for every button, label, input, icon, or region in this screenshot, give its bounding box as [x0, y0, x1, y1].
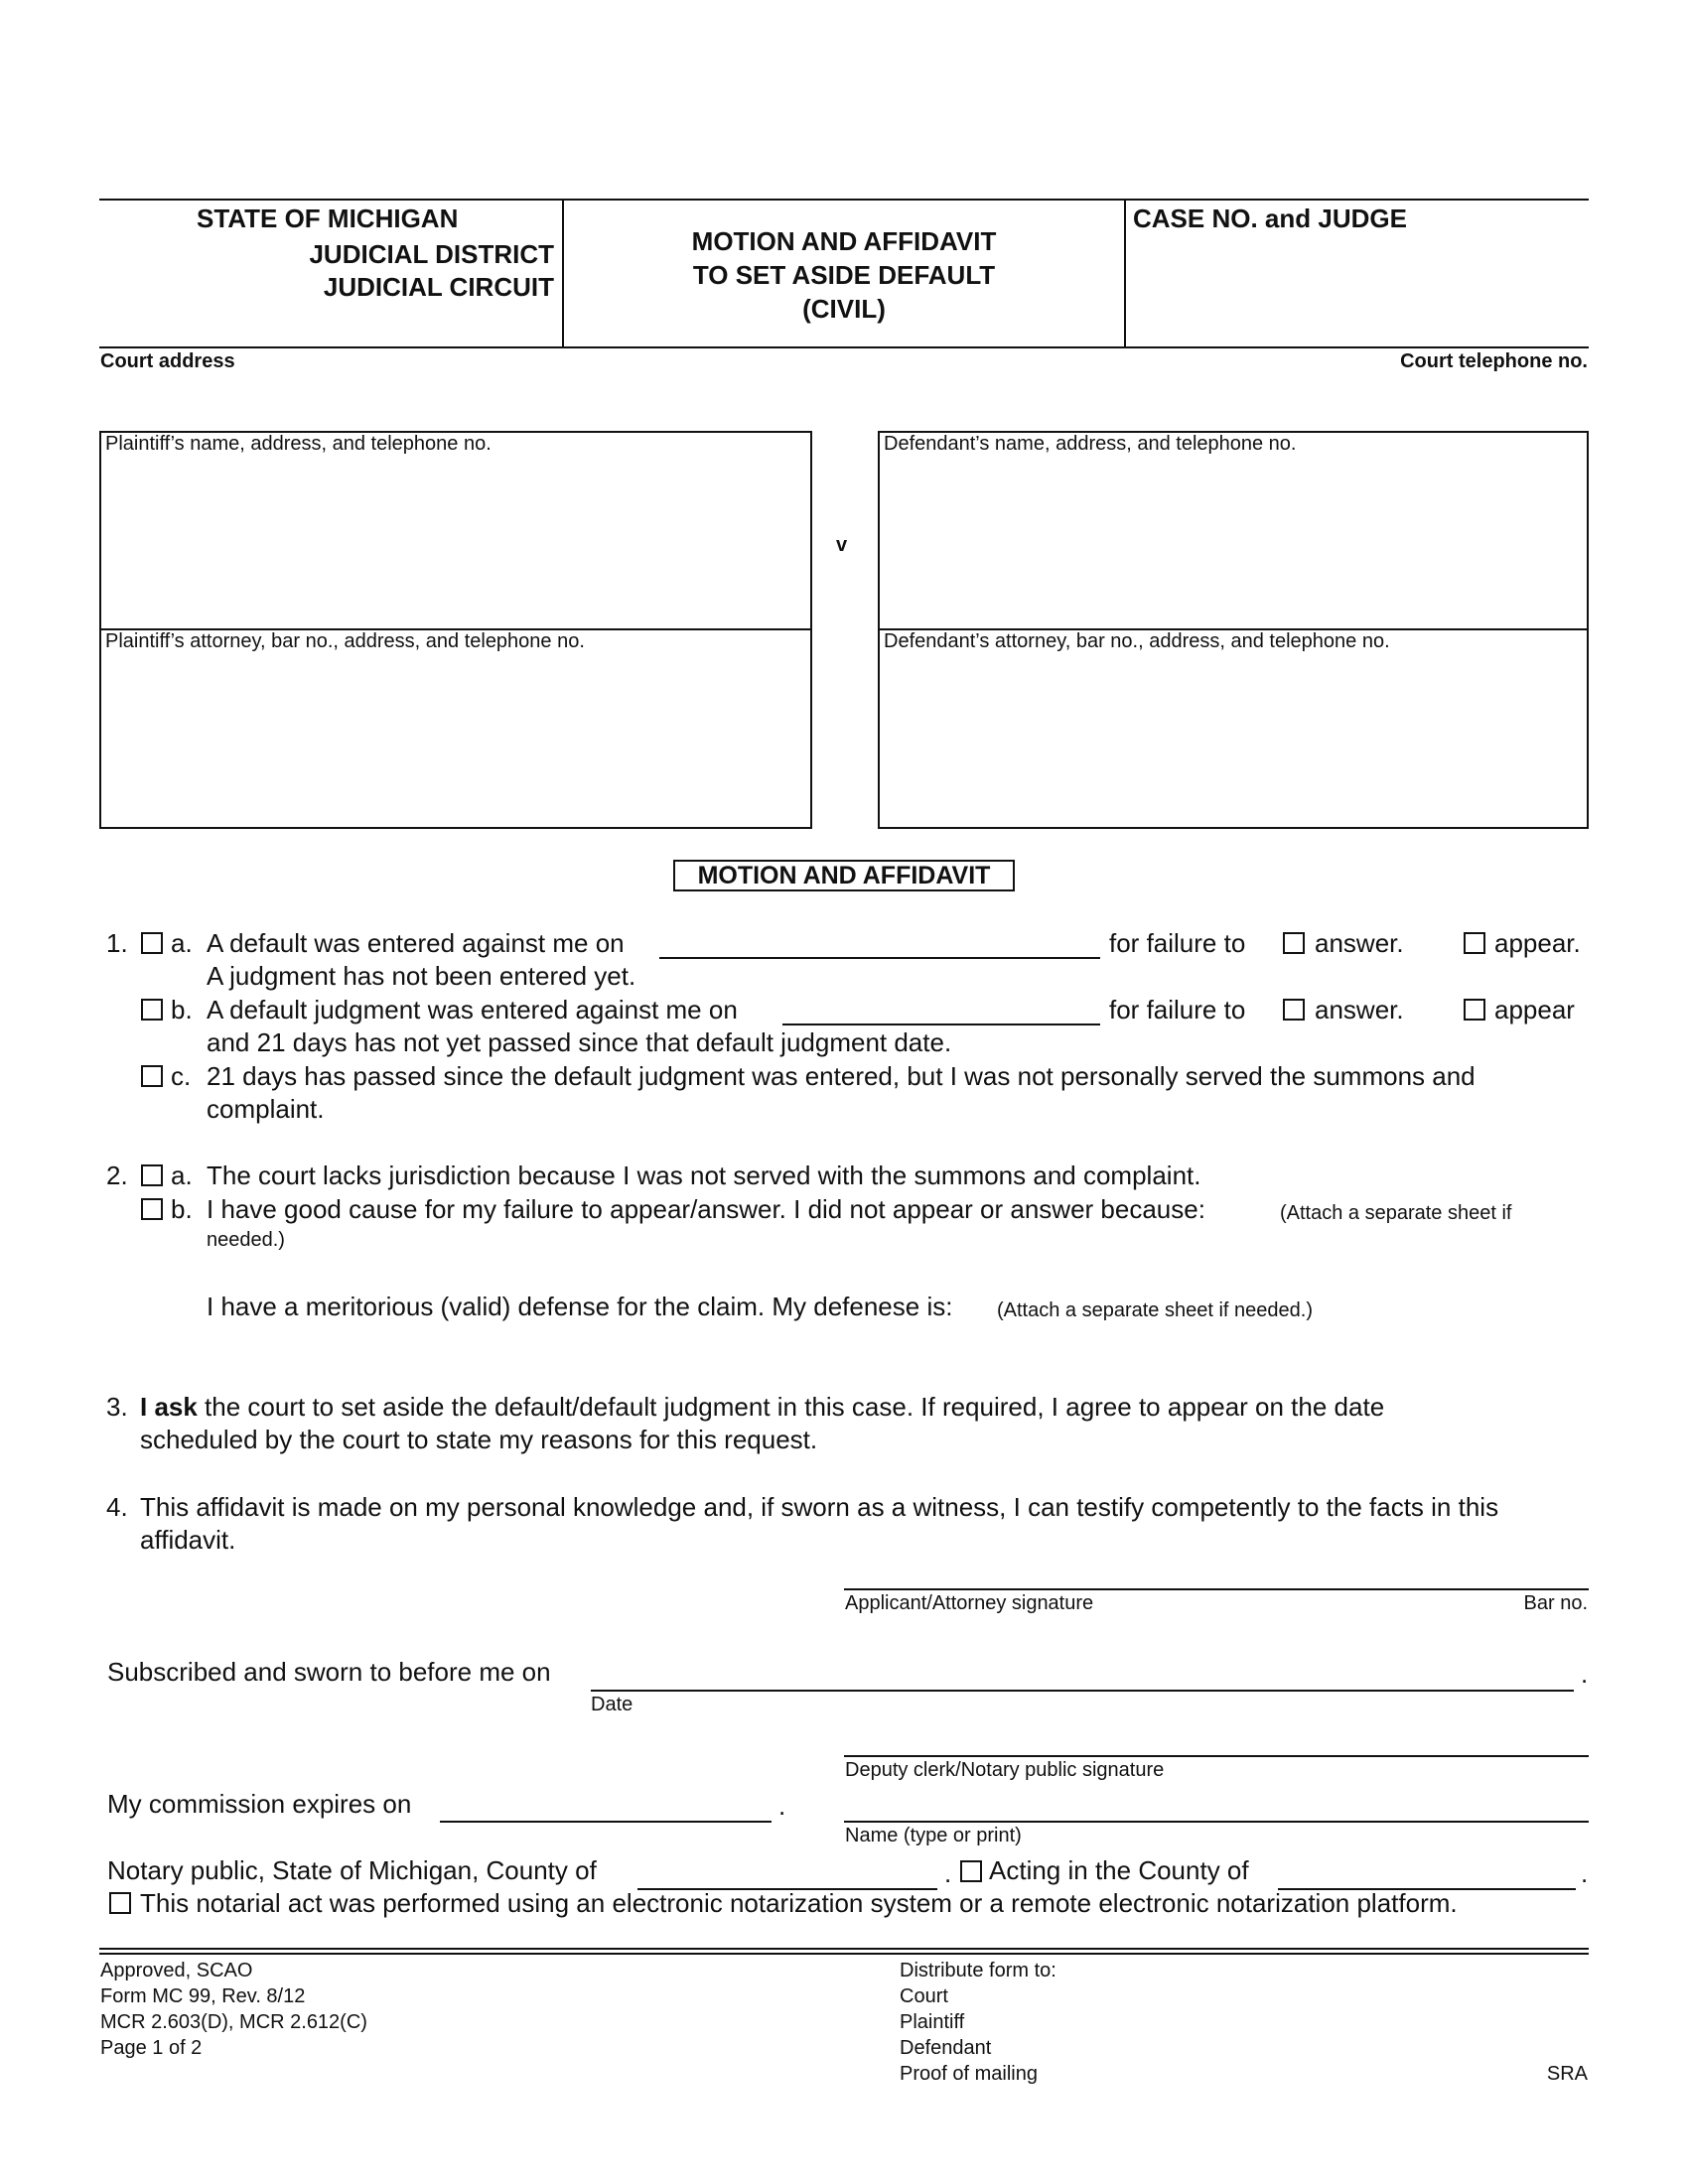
acting-county-text: Acting in the County of — [989, 1855, 1249, 1885]
plaintiff-label: Plaintiff’s name, address, and telephone no. — [105, 433, 492, 455]
acting-county-checkbox[interactable] — [960, 1860, 982, 1882]
court-phone-label: Court telephone no. — [1400, 350, 1588, 372]
item2a-letter: a. — [171, 1160, 193, 1190]
defendant-box[interactable] — [878, 431, 1589, 630]
name-print-field[interactable] — [844, 1821, 1589, 1823]
defense-area[interactable] — [207, 1326, 1587, 1390]
defendant-attorney-box[interactable] — [878, 628, 1589, 829]
footer-distribution — [900, 1958, 1056, 2087]
item1b-appear-checkbox[interactable] — [1464, 999, 1485, 1021]
footer-form-no: Form MC 99, Rev. 8/12 — [100, 1985, 306, 2007]
footer-plaintiff: Plaintiff — [900, 2011, 965, 2033]
judicial-circuit-label: JUDICIAL CIRCUIT — [323, 272, 554, 302]
plaintiff-attorney-box[interactable] — [99, 628, 812, 829]
commission-text: My commission expires on — [107, 1789, 412, 1819]
acting-county-period: . — [1581, 1858, 1589, 1888]
item1b-letter: b. — [171, 995, 193, 1024]
item2a-checkbox[interactable] — [141, 1164, 163, 1186]
item1c-checkbox[interactable] — [141, 1065, 163, 1087]
defendant-attorney-label: Defendant’s attorney, bar no., address, and telephone no. — [884, 630, 1390, 652]
item1b-line2: and 21 days has not yet passed since that default judgment date. — [207, 1027, 952, 1057]
footer-page: Page 1 of 2 — [100, 2037, 203, 2059]
item1-number: 1. — [106, 928, 128, 958]
item1a-for-failure: for failure to — [1109, 928, 1246, 958]
item4-number: 4. — [106, 1492, 128, 1522]
item2b-note: (Attach a separate sheet if — [1280, 1202, 1512, 1224]
item1c-text: 21 days has passed since the default judgment was entered, but I was not personally served the summons and — [207, 1061, 1476, 1091]
header-divider-right — [1124, 199, 1126, 347]
court-address-label: Court address — [100, 350, 235, 372]
item1b-checkbox[interactable] — [141, 999, 163, 1021]
footer-distribute: Distribute form to: — [900, 1960, 1056, 1981]
electronic-notarization-checkbox[interactable] — [109, 1892, 131, 1914]
case-no-label: CASE NO. and JUDGE — [1133, 204, 1407, 233]
footer-defendant: Defendant — [900, 2037, 992, 2059]
item1b-for-failure: for failure to — [1109, 995, 1246, 1024]
item2a-text: The court lacks jurisdiction because I was not served with the summons and complaint. — [207, 1160, 1201, 1190]
item1a-date-field[interactable] — [659, 957, 1100, 959]
judicial-district-label: JUDICIAL DISTRICT — [309, 239, 554, 269]
applicant-signature-field[interactable] — [844, 1588, 1589, 1590]
form-title-line-1: MOTION AND AFFIDAVIT — [691, 226, 997, 256]
section-title: MOTION AND AFFIDAVIT — [697, 862, 991, 889]
deputy-signature-field[interactable] — [844, 1755, 1589, 1757]
header-top-rule — [99, 199, 1589, 201]
item1a-answer-label: answer. — [1315, 928, 1404, 958]
item3-line1 — [140, 1391, 1384, 1423]
sworn-text: Subscribed and sworn to before me on — [107, 1657, 551, 1687]
footer-court: Court — [900, 1985, 948, 2007]
deputy-signature-label: Deputy clerk/Notary public signature — [845, 1759, 1165, 1781]
defense-note: (Attach a separate sheet if needed.) — [997, 1299, 1313, 1321]
item2b-reason-area[interactable] — [207, 1253, 1587, 1295]
electronic-notarization-text: This notarial act was performed using an electronic notarization system or a remote electronic notarization platform. — [140, 1888, 1458, 1918]
item4-text: This affidavit is made on my personal knowledge and, if sworn as a witness, I can testify competently to the facts in this — [140, 1492, 1499, 1522]
header-bottom-rule — [99, 346, 1589, 348]
footer-approved: Approved, SCAO — [100, 1960, 253, 1981]
footer-mcr: MCR 2.603(D), MCR 2.612(C) — [100, 2011, 367, 2033]
footer-rule-bottom — [99, 1953, 1589, 1955]
item1a-text: A default was entered against me on — [207, 928, 625, 958]
item1a-letter: a. — [171, 928, 193, 958]
sworn-period: . — [1581, 1659, 1589, 1689]
item1a-appear-checkbox[interactable] — [1464, 932, 1485, 954]
item1b-date-field[interactable] — [782, 1024, 1100, 1025]
bar-no-label: Bar no. — [1523, 1592, 1588, 1614]
item3-bold: I ask — [140, 1392, 198, 1422]
sworn-date-field[interactable] — [591, 1690, 1574, 1692]
item3-line2: scheduled by the court to state my reasons for this request. — [140, 1425, 818, 1454]
item2b-checkbox[interactable] — [141, 1198, 163, 1220]
item1a-line2: A judgment has not been entered yet. — [207, 961, 636, 991]
item1b-answer-checkbox[interactable] — [1283, 999, 1305, 1021]
item1a-answer-checkbox[interactable] — [1283, 932, 1305, 954]
item1a-checkbox[interactable] — [141, 932, 163, 954]
versus-label: v — [836, 534, 848, 556]
sworn-date-label: Date — [591, 1694, 633, 1715]
footer-rule-top — [99, 1948, 1589, 1950]
footer-proof: Proof of mailing — [900, 2063, 1038, 2085]
item2b-note-line2: needed.) — [207, 1229, 285, 1251]
item1c-line2: complaint. — [207, 1094, 325, 1124]
item2b-text: I have good cause for my failure to appear/answer. I did not appear or answer because: — [207, 1194, 1205, 1224]
applicant-signature-label: Applicant/Attorney signature — [845, 1592, 1094, 1614]
form-title-line-2: TO SET ASIDE DEFAULT — [692, 260, 996, 290]
item1c-letter: c. — [171, 1061, 192, 1091]
notary-county-text: Notary public, State of Michigan, County of — [107, 1855, 597, 1885]
defendant-label: Defendant’s name, address, and telephone no. — [884, 433, 1297, 455]
item1b-text: A default judgment was entered against me on — [207, 995, 738, 1024]
plaintiff-box[interactable] — [99, 431, 812, 630]
commission-date-field[interactable] — [440, 1821, 772, 1823]
item1b-appear-label: appear — [1494, 995, 1575, 1024]
name-print-label: Name (type or print) — [845, 1825, 1022, 1846]
section-title-box — [673, 860, 1015, 891]
case-no-field[interactable] — [1128, 238, 1585, 342]
plaintiff-attorney-label: Plaintiff’s attorney, bar no., address, and telephone no. — [105, 630, 585, 652]
form-title-line-3: (CIVIL) — [802, 294, 886, 324]
state-label: STATE OF MICHIGAN — [197, 204, 459, 233]
defense-text: I have a meritorious (valid) defense for the claim. My defenese is: — [207, 1292, 953, 1321]
item2b-letter: b. — [171, 1194, 193, 1224]
item2-number: 2. — [106, 1160, 128, 1190]
item1a-appear-label: appear. — [1494, 928, 1581, 958]
form-title — [564, 224, 1124, 326]
item3-text: the court to set aside the default/default judgment in this case. If required, I agree to appear on the date — [197, 1392, 1385, 1422]
item3-number: 3. — [106, 1392, 128, 1422]
commission-period: . — [778, 1791, 786, 1821]
item4-line2: affidavit. — [140, 1525, 236, 1555]
item1b-answer-label: answer. — [1315, 995, 1404, 1024]
footer-left — [100, 1958, 367, 2061]
footer-sra: SRA — [1546, 2063, 1588, 2085]
notary-county-period: . — [944, 1858, 952, 1888]
